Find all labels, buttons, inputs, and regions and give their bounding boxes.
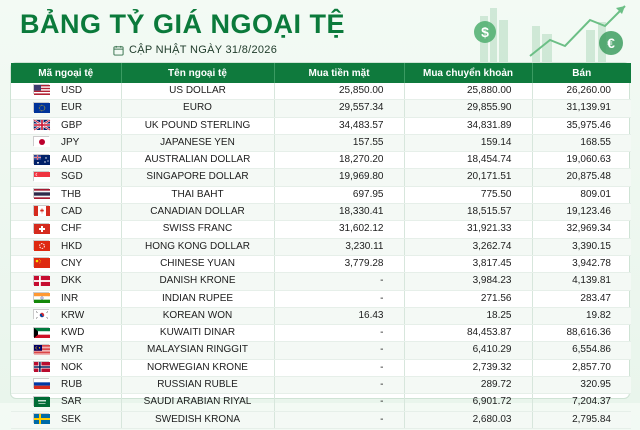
cash-buy-cell: 3,779.28 bbox=[274, 255, 404, 272]
currency-code: CAD bbox=[61, 206, 83, 218]
transfer-buy-cell: 6,410.29 bbox=[404, 342, 532, 359]
krw-flag-icon bbox=[33, 309, 49, 319]
sell-cell: 31,139.91 bbox=[532, 100, 631, 117]
cash-buy-cell: 34,483.57 bbox=[274, 117, 404, 134]
aud-flag-icon bbox=[33, 154, 49, 164]
sell-cell: 2,795.84 bbox=[532, 411, 631, 428]
skyline-icon bbox=[480, 8, 606, 62]
currency-name-cell: SWISS FRANC bbox=[121, 221, 274, 238]
sell-cell: 20,875.48 bbox=[532, 169, 631, 186]
currency-name-cell: UK POUND STERLING bbox=[121, 117, 274, 134]
header-decoration bbox=[400, 0, 640, 62]
currency-code: KRW bbox=[61, 309, 85, 321]
table-row bbox=[11, 204, 631, 221]
transfer-buy-cell: 84,453.87 bbox=[404, 325, 532, 342]
header bbox=[0, 0, 640, 62]
transfer-buy-cell: 29,855.90 bbox=[404, 100, 532, 117]
currency-code-cell bbox=[11, 221, 121, 238]
cash-buy-cell: - bbox=[274, 411, 404, 428]
jpy-flag-icon bbox=[33, 136, 49, 146]
currency-name-cell: DANISH KRONE bbox=[121, 273, 274, 290]
table-row bbox=[11, 359, 631, 376]
currency-code-cell bbox=[11, 377, 121, 394]
transfer-buy-cell: 2,680.03 bbox=[404, 411, 532, 428]
cash-buy-cell: 16.43 bbox=[274, 307, 404, 324]
transfer-buy-cell: 289.72 bbox=[404, 377, 532, 394]
sell-cell: 19,123.46 bbox=[532, 204, 631, 221]
sell-cell: 2,857.70 bbox=[532, 359, 631, 376]
col-header-sell: Bán bbox=[532, 63, 631, 83]
currency-code: EUR bbox=[61, 102, 83, 114]
currency-code-cell bbox=[11, 342, 121, 359]
sell-cell: 32,969.34 bbox=[532, 221, 631, 238]
rub-flag-icon bbox=[33, 378, 49, 388]
svg-text:$: $ bbox=[481, 24, 489, 40]
sek-flag-icon bbox=[33, 413, 49, 423]
myr-flag-icon bbox=[33, 344, 49, 354]
currency-code: CNY bbox=[61, 257, 83, 269]
currency-name-cell: SINGAPORE DOLLAR bbox=[121, 169, 274, 186]
dollar-coin-icon bbox=[474, 21, 496, 43]
currency-name-cell: SAUDI ARABIAN RIYAL bbox=[121, 394, 274, 411]
cny-flag-icon bbox=[33, 257, 49, 267]
hkd-flag-icon bbox=[33, 240, 49, 250]
currency-code: JPY bbox=[61, 136, 80, 148]
update-date bbox=[113, 44, 277, 56]
currency-name-cell: AUSTRALIAN DOLLAR bbox=[121, 152, 274, 169]
currency-code-cell bbox=[11, 238, 121, 255]
table-row bbox=[11, 273, 631, 290]
nok-flag-icon bbox=[33, 361, 49, 371]
cash-buy-cell: - bbox=[274, 273, 404, 290]
chf-flag-icon bbox=[33, 223, 49, 233]
exchange-rate-table bbox=[10, 62, 630, 425]
currency-code-cell bbox=[11, 307, 121, 324]
table-row bbox=[11, 255, 631, 272]
table-row bbox=[11, 117, 631, 134]
currency-code-cell bbox=[11, 100, 121, 117]
currency-code-cell bbox=[11, 204, 121, 221]
currency-code: SGD bbox=[61, 171, 83, 183]
table-row bbox=[11, 238, 631, 255]
currency-code-cell bbox=[11, 134, 121, 151]
currency-code: DKK bbox=[61, 275, 82, 287]
currency-code: NOK bbox=[61, 361, 83, 373]
currency-name-cell: THAI BAHT bbox=[121, 186, 274, 203]
sell-cell: 19,060.63 bbox=[532, 152, 631, 169]
currency-name-cell: KUWAITI DINAR bbox=[121, 325, 274, 342]
eur-flag-icon bbox=[33, 102, 49, 112]
dkk-flag-icon bbox=[33, 275, 49, 285]
sar-flag-icon bbox=[33, 396, 49, 406]
currency-code-cell bbox=[11, 83, 121, 100]
cash-buy-cell: 18,330.41 bbox=[274, 204, 404, 221]
currency-code: INR bbox=[61, 292, 79, 304]
thb-flag-icon bbox=[33, 188, 49, 198]
transfer-buy-cell: 18,454.74 bbox=[404, 152, 532, 169]
cash-buy-cell: 19,969.80 bbox=[274, 169, 404, 186]
col-header-cash-buy: Mua tiền mặt bbox=[274, 63, 404, 83]
transfer-buy-cell: 159.14 bbox=[404, 134, 532, 151]
currency-code: HKD bbox=[61, 240, 83, 252]
sell-cell: 3,942.78 bbox=[532, 255, 631, 272]
cash-buy-cell: 3,230.11 bbox=[274, 238, 404, 255]
currency-name-cell: INDIAN RUPEE bbox=[121, 290, 274, 307]
currency-code-cell bbox=[11, 169, 121, 186]
currency-code-cell bbox=[11, 186, 121, 203]
inr-flag-icon bbox=[33, 292, 49, 302]
page-title: BẢNG TỶ GIÁ NGOẠI TỆ bbox=[20, 9, 346, 39]
currency-code-cell bbox=[11, 411, 121, 428]
table-row bbox=[11, 221, 631, 238]
table-row bbox=[11, 186, 631, 203]
sell-cell: 88,616.36 bbox=[532, 325, 631, 342]
sell-cell: 3,390.15 bbox=[532, 238, 631, 255]
transfer-buy-cell: 271.56 bbox=[404, 290, 532, 307]
currency-name-cell: RUSSIAN RUBLE bbox=[121, 377, 274, 394]
currency-code: AUD bbox=[61, 154, 83, 166]
table-row bbox=[11, 411, 631, 428]
currency-name-cell: SWEDISH KRONA bbox=[121, 411, 274, 428]
sell-cell: 283.47 bbox=[532, 290, 631, 307]
currency-code-cell bbox=[11, 117, 121, 134]
transfer-buy-cell: 6,901.72 bbox=[404, 394, 532, 411]
currency-code-cell bbox=[11, 255, 121, 272]
sell-cell: 7,204.37 bbox=[532, 394, 631, 411]
cash-buy-cell: - bbox=[274, 342, 404, 359]
sell-cell: 35,975.46 bbox=[532, 117, 631, 134]
cad-flag-icon bbox=[33, 205, 49, 215]
currency-name-cell: EURO bbox=[121, 100, 274, 117]
sell-cell: 6,554.86 bbox=[532, 342, 631, 359]
cash-buy-cell: - bbox=[274, 377, 404, 394]
currency-code: KWD bbox=[61, 327, 85, 339]
cash-buy-cell: 697.95 bbox=[274, 186, 404, 203]
table-row bbox=[11, 169, 631, 186]
currency-code: SEK bbox=[61, 413, 82, 425]
cash-buy-cell: 18,270.20 bbox=[274, 152, 404, 169]
transfer-buy-cell: 775.50 bbox=[404, 186, 532, 203]
table-row bbox=[11, 394, 631, 411]
transfer-buy-cell: 3,262.74 bbox=[404, 238, 532, 255]
sell-cell: 320.95 bbox=[532, 377, 631, 394]
svg-text:€: € bbox=[607, 35, 615, 51]
table-row bbox=[11, 325, 631, 342]
currency-code: RUB bbox=[61, 379, 83, 391]
sell-cell: 168.55 bbox=[532, 134, 631, 151]
update-date-text: CẬP NHẬT NGÀY 31/8/2026 bbox=[129, 44, 278, 56]
currency-name-cell: US DOLLAR bbox=[121, 83, 274, 100]
kwd-flag-icon bbox=[33, 327, 49, 337]
sell-cell: 4,139.81 bbox=[532, 273, 631, 290]
currency-code: THB bbox=[61, 188, 81, 200]
transfer-buy-cell: 25,880.00 bbox=[404, 83, 532, 100]
calendar-icon bbox=[113, 45, 124, 56]
sell-cell: 809.01 bbox=[532, 186, 631, 203]
cash-buy-cell: 157.55 bbox=[274, 134, 404, 151]
currency-code-cell bbox=[11, 152, 121, 169]
cash-buy-cell: 25,850.00 bbox=[274, 83, 404, 100]
col-header-code: Mã ngoại tệ bbox=[11, 63, 121, 83]
currency-code-cell bbox=[11, 290, 121, 307]
transfer-buy-cell: 3,817.45 bbox=[404, 255, 532, 272]
transfer-buy-cell: 18,515.57 bbox=[404, 204, 532, 221]
cash-buy-cell: - bbox=[274, 394, 404, 411]
sell-cell: 19.82 bbox=[532, 307, 631, 324]
cash-buy-cell: 31,602.12 bbox=[274, 221, 404, 238]
transfer-buy-cell: 2,739.32 bbox=[404, 359, 532, 376]
table-row bbox=[11, 152, 631, 169]
currency-code-cell bbox=[11, 394, 121, 411]
col-header-name: Tên ngoại tệ bbox=[121, 63, 274, 83]
euro-coin-icon bbox=[599, 31, 623, 55]
transfer-buy-cell: 31,921.33 bbox=[404, 221, 532, 238]
currency-code-cell bbox=[11, 273, 121, 290]
transfer-buy-cell: 34,831.89 bbox=[404, 117, 532, 134]
currency-name-cell: HONG KONG DOLLAR bbox=[121, 238, 274, 255]
table-row bbox=[11, 100, 631, 117]
table-row bbox=[11, 342, 631, 359]
currency-name-cell: NORWEGIAN KRONE bbox=[121, 359, 274, 376]
sgd-flag-icon bbox=[33, 171, 49, 181]
transfer-buy-cell: 18.25 bbox=[404, 307, 532, 324]
currency-name-cell: CHINESE YUAN bbox=[121, 255, 274, 272]
sell-cell: 26,260.00 bbox=[532, 83, 631, 100]
currency-name-cell: KOREAN WON bbox=[121, 307, 274, 324]
table-row bbox=[11, 134, 631, 151]
transfer-buy-cell: 3,984.23 bbox=[404, 273, 532, 290]
currency-code: USD bbox=[61, 85, 83, 96]
currency-name-cell: MALAYSIAN RINGGIT bbox=[121, 342, 274, 359]
cash-buy-cell: - bbox=[274, 325, 404, 342]
currency-name-cell: JAPANESE YEN bbox=[121, 134, 274, 151]
currency-code: GBP bbox=[61, 119, 83, 131]
currency-code: MYR bbox=[61, 344, 84, 356]
table-row bbox=[11, 307, 631, 324]
table-row bbox=[11, 290, 631, 307]
cash-buy-cell: 29,557.34 bbox=[274, 100, 404, 117]
currency-code-cell bbox=[11, 359, 121, 376]
usd-flag-icon bbox=[33, 84, 49, 94]
currency-code-cell bbox=[11, 325, 121, 342]
col-header-transfer-buy: Mua chuyển khoản bbox=[404, 63, 532, 83]
currency-code: SAR bbox=[61, 396, 82, 408]
table-row bbox=[11, 377, 631, 394]
cash-buy-cell: - bbox=[274, 290, 404, 307]
cash-buy-cell: - bbox=[274, 359, 404, 376]
transfer-buy-cell: 20,171.51 bbox=[404, 169, 532, 186]
table-row bbox=[11, 83, 631, 100]
currency-name-cell: CANADIAN DOLLAR bbox=[121, 204, 274, 221]
table-header-row bbox=[11, 63, 631, 83]
currency-code: CHF bbox=[61, 223, 82, 235]
gbp-flag-icon bbox=[33, 119, 49, 129]
